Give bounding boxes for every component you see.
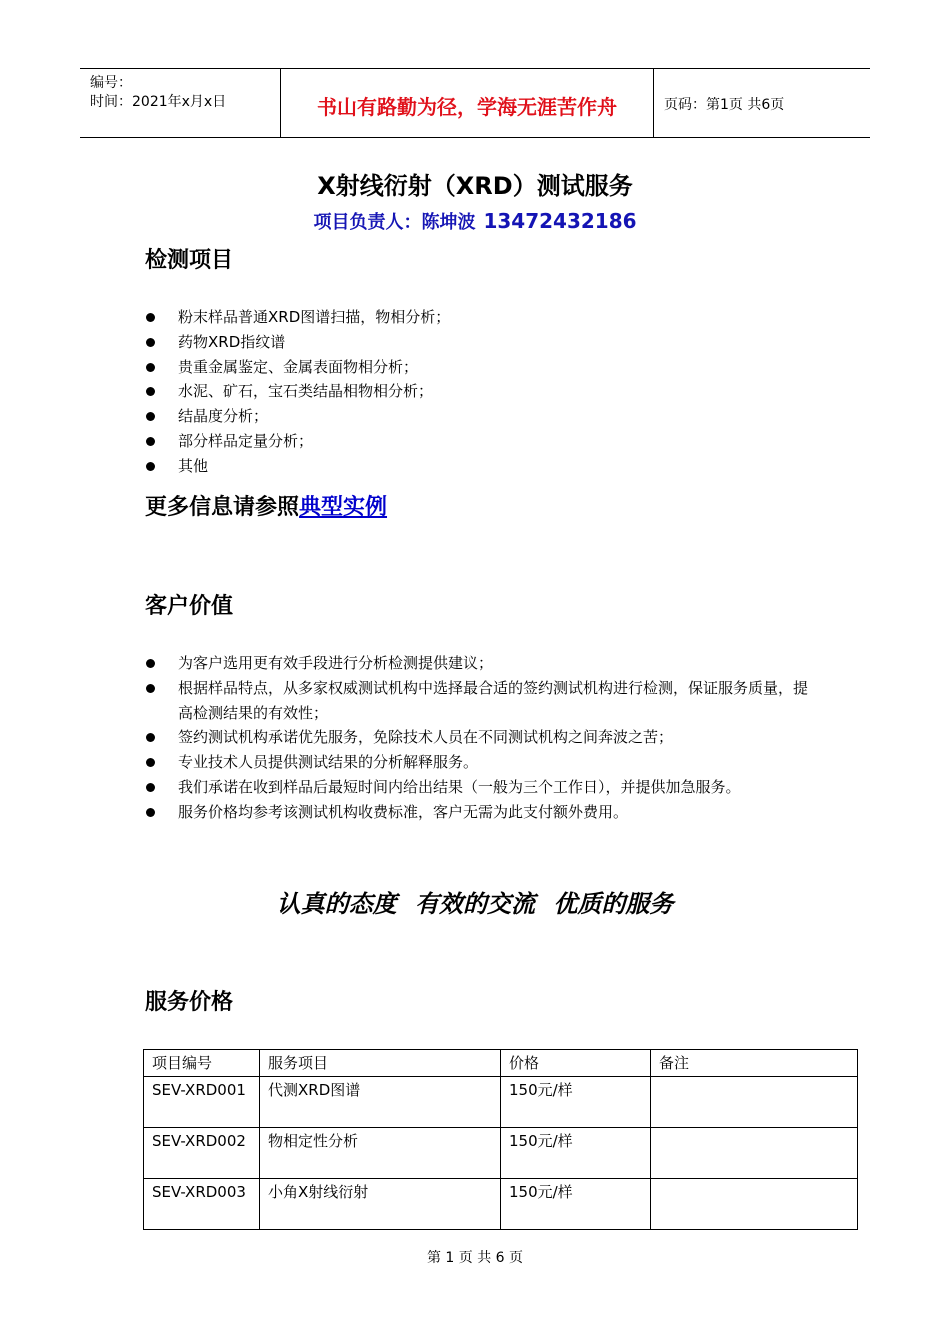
table-cell: 物相定性分析 xyxy=(260,1128,501,1179)
document-title: X射线衍射（XRD）测试服务 xyxy=(317,172,633,200)
price-table xyxy=(143,1049,858,1230)
more-info xyxy=(145,490,387,521)
table-row xyxy=(144,1179,858,1230)
table-cell: 150元/样 xyxy=(501,1128,651,1179)
typical-examples-link[interactable]: 典型实例 xyxy=(299,495,388,520)
items-list xyxy=(145,305,818,479)
list-item: 贵重金属鉴定、金属表面物相分析； xyxy=(145,355,818,380)
list-item: 根据样品特点，从多家权威测试机构中选择最合适的签约测试机构进行检测，保证服务质量，提高检测结果的有效性； xyxy=(145,676,818,726)
project-lead-label: 项目负责人：陈坤波 xyxy=(313,212,476,233)
table-cell xyxy=(651,1077,858,1128)
table-cell xyxy=(651,1128,858,1179)
list-item: 为客户选用更有效手段进行分析检测提供建议； xyxy=(145,651,818,676)
table-cell: 150元/样 xyxy=(501,1077,651,1128)
list-item: 服务价格均参考该测试机构收费标准，客户无需为此支付额外费用。 xyxy=(145,800,818,825)
doc-time-label: 时间：2021年x月x日 xyxy=(90,94,227,110)
project-lead xyxy=(0,208,950,234)
table-header-cell: 项目编号 xyxy=(144,1050,260,1077)
table-cell: 150元/样 xyxy=(501,1179,651,1230)
table-cell: SEV-XRD003 xyxy=(144,1179,260,1230)
list-item: 签约测试机构承诺优先服务，免除技术人员在不同测试机构之间奔波之苦； xyxy=(145,725,818,750)
header-page-cell xyxy=(654,69,870,137)
table-cell: 代测XRD图谱 xyxy=(260,1077,501,1128)
header-page-number: 页码：第1页 共6页 xyxy=(664,97,785,113)
list-item: 粉末样品普通XRD图谱扫描，物相分析； xyxy=(145,305,818,330)
slogan: 认真的态度 有效的交流 优质的服务 xyxy=(276,890,674,918)
project-lead-phone: 13472432186 xyxy=(483,209,637,233)
page-footer: 第 1 页 共 6 页 xyxy=(426,1250,524,1266)
table-cell: SEV-XRD002 xyxy=(144,1128,260,1179)
table-header-row xyxy=(144,1050,858,1077)
table-cell xyxy=(651,1179,858,1230)
value-heading: 客户价值 xyxy=(145,594,234,619)
table-row xyxy=(144,1128,858,1179)
list-item: 药物XRD指纹谱 xyxy=(145,330,818,355)
table-header-cell: 服务项目 xyxy=(260,1050,501,1077)
table-cell: SEV-XRD001 xyxy=(144,1077,260,1128)
more-info-text: 更多信息请参照 xyxy=(145,495,300,520)
header-motto: 书山有路勤为径，学海无涯苦作舟 xyxy=(317,95,617,119)
doc-number-label: 编号： xyxy=(90,75,132,91)
value-list xyxy=(145,651,818,825)
header-info-cell xyxy=(80,69,281,137)
header-motto-cell xyxy=(281,69,654,137)
table-cell: 小角X射线衍射 xyxy=(260,1179,501,1230)
list-item: 结晶度分析； xyxy=(145,404,818,429)
list-item: 专业技术人员提供测试结果的分析解释服务。 xyxy=(145,750,818,775)
items-heading: 检测项目 xyxy=(145,248,234,273)
list-item: 我们承诺在收到样品后最短时间内给出结果（一般为三个工作日），并提供加急服务。 xyxy=(145,775,818,800)
table-row xyxy=(144,1077,858,1128)
table-header-cell: 备注 xyxy=(651,1050,858,1077)
page-header xyxy=(80,68,870,138)
list-item: 其他 xyxy=(145,454,818,479)
price-heading: 服务价格 xyxy=(145,990,234,1015)
table-header-cell: 价格 xyxy=(501,1050,651,1077)
list-item: 部分样品定量分析； xyxy=(145,429,818,454)
list-item: 水泥、矿石，宝石类结晶相物相分析； xyxy=(145,379,818,404)
